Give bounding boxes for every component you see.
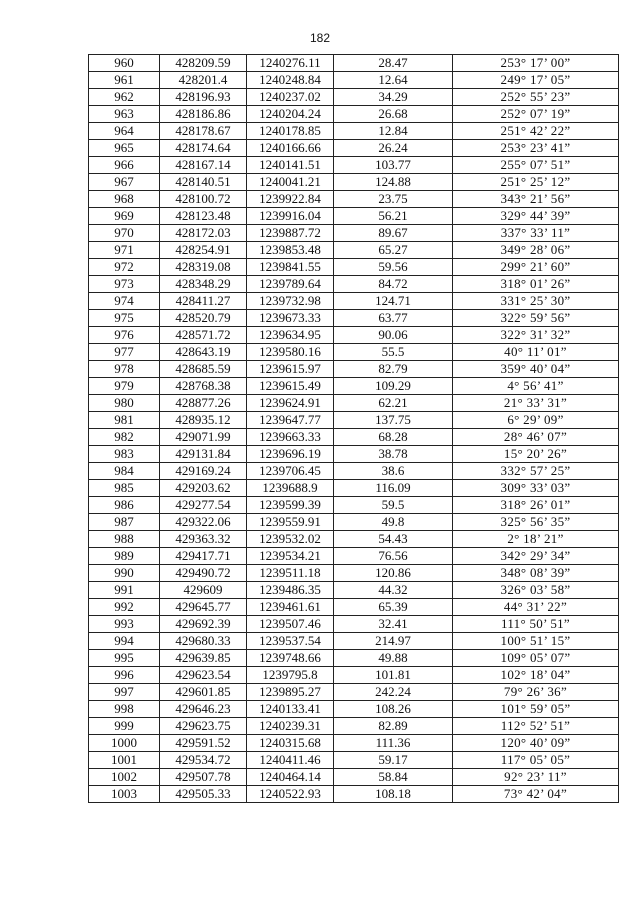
x-coordinate-cell: 428174.64 [160,140,247,157]
distance-cell: 84.72 [334,276,453,293]
point-number-cell: 970 [89,225,160,242]
distance-cell: 62.21 [334,395,453,412]
x-coordinate-cell: 429417.71 [160,548,247,565]
distance-cell: 44.32 [334,582,453,599]
table-row [89,701,619,718]
x-coordinate-cell: 429363.32 [160,531,247,548]
bearing-cell: 21° 33’ 31” [453,395,619,412]
y-coordinate-cell: 1240204.24 [247,106,334,123]
x-coordinate-cell: 429623.75 [160,718,247,735]
bearing-cell: 249° 17’ 05” [453,72,619,89]
bearing-cell: 120° 40’ 09” [453,735,619,752]
distance-cell: 34.29 [334,89,453,106]
point-number-cell: 985 [89,480,160,497]
bearing-cell: 92° 23’ 11” [453,769,619,786]
table-row [89,718,619,735]
point-number-cell: 978 [89,361,160,378]
bearing-cell: 322° 31’ 32” [453,327,619,344]
table-row [89,208,619,225]
distance-cell: 76.56 [334,548,453,565]
y-coordinate-cell: 1239887.72 [247,225,334,242]
y-coordinate-cell: 1239895.27 [247,684,334,701]
y-coordinate-cell: 1239732.98 [247,293,334,310]
x-coordinate-cell: 428201.4 [160,72,247,89]
y-coordinate-cell: 1239663.33 [247,429,334,446]
point-number-cell: 973 [89,276,160,293]
x-coordinate-cell: 428571.72 [160,327,247,344]
distance-cell: 89.67 [334,225,453,242]
x-coordinate-cell: 428178.67 [160,123,247,140]
y-coordinate-cell: 1240133.41 [247,701,334,718]
distance-cell: 242.24 [334,684,453,701]
table-row [89,378,619,395]
point-number-cell: 999 [89,718,160,735]
distance-cell: 12.84 [334,123,453,140]
distance-cell: 26.24 [334,140,453,157]
y-coordinate-cell: 1240178.85 [247,123,334,140]
point-number-cell: 997 [89,684,160,701]
distance-cell: 101.81 [334,667,453,684]
y-coordinate-cell: 1239922.84 [247,191,334,208]
y-coordinate-cell: 1239615.97 [247,361,334,378]
coordinates-table [88,54,619,803]
point-number-cell: 993 [89,616,160,633]
point-number-cell: 969 [89,208,160,225]
point-number-cell: 990 [89,565,160,582]
y-coordinate-cell: 1239537.54 [247,633,334,650]
distance-cell: 32.41 [334,616,453,633]
x-coordinate-cell: 429507.78 [160,769,247,786]
table-row [89,89,619,106]
distance-cell: 23.75 [334,191,453,208]
distance-cell: 59.17 [334,752,453,769]
point-number-cell: 984 [89,463,160,480]
distance-cell: 108.18 [334,786,453,803]
distance-cell: 108.26 [334,701,453,718]
y-coordinate-cell: 1240239.31 [247,718,334,735]
distance-cell: 68.28 [334,429,453,446]
table-row [89,616,619,633]
distance-cell: 109.29 [334,378,453,395]
bearing-cell: 73° 42’ 04” [453,786,619,803]
bearing-cell: 252° 07’ 19” [453,106,619,123]
table-row [89,174,619,191]
bearing-cell: 111° 50’ 51” [453,616,619,633]
point-number-cell: 1001 [89,752,160,769]
table-row [89,225,619,242]
bearing-cell: 252° 55’ 23” [453,89,619,106]
x-coordinate-cell: 429645.77 [160,599,247,616]
bearing-cell: 322° 59’ 56” [453,310,619,327]
table-row [89,480,619,497]
x-coordinate-cell: 428167.14 [160,157,247,174]
y-coordinate-cell: 1240041.21 [247,174,334,191]
point-number-cell: 980 [89,395,160,412]
table-row [89,140,619,157]
point-number-cell: 982 [89,429,160,446]
bearing-cell: 2° 18’ 21” [453,531,619,548]
y-coordinate-cell: 1239461.61 [247,599,334,616]
bearing-cell: 44° 31’ 22” [453,599,619,616]
y-coordinate-cell: 1239706.45 [247,463,334,480]
x-coordinate-cell: 428877.26 [160,395,247,412]
table-row [89,650,619,667]
bearing-cell: 332° 57’ 25” [453,463,619,480]
table-row [89,106,619,123]
distance-cell: 116.09 [334,480,453,497]
table-row [89,395,619,412]
bearing-cell: 251° 25’ 12” [453,174,619,191]
page-number: 182 [309,31,331,45]
y-coordinate-cell: 1240248.84 [247,72,334,89]
bearing-cell: 28° 46’ 07” [453,429,619,446]
point-number-cell: 974 [89,293,160,310]
distance-cell: 38.78 [334,446,453,463]
y-coordinate-cell: 1239853.48 [247,242,334,259]
table-row [89,191,619,208]
table-row [89,667,619,684]
bearing-cell: 337° 33’ 11” [453,225,619,242]
bearing-cell: 251° 42’ 22” [453,123,619,140]
point-number-cell: 995 [89,650,160,667]
distance-cell: 214.97 [334,633,453,650]
table-row [89,293,619,310]
bearing-cell: 359° 40’ 04” [453,361,619,378]
y-coordinate-cell: 1239795.8 [247,667,334,684]
table-row [89,497,619,514]
table-row [89,429,619,446]
x-coordinate-cell: 428172.03 [160,225,247,242]
point-number-cell: 975 [89,310,160,327]
distance-cell: 55.5 [334,344,453,361]
y-coordinate-cell: 1240464.14 [247,769,334,786]
table-row [89,72,619,89]
bearing-cell: 102° 18’ 04” [453,667,619,684]
y-coordinate-cell: 1239634.95 [247,327,334,344]
bearing-cell: 100° 51’ 15” [453,633,619,650]
coordinates-table-body [89,55,619,803]
table-row [89,735,619,752]
y-coordinate-cell: 1239841.55 [247,259,334,276]
bearing-cell: 4° 56’ 41” [453,378,619,395]
y-coordinate-cell: 1240166.66 [247,140,334,157]
table-row [89,327,619,344]
x-coordinate-cell: 429131.84 [160,446,247,463]
point-number-cell: 960 [89,55,160,72]
y-coordinate-cell: 1239789.64 [247,276,334,293]
y-coordinate-cell: 1239696.19 [247,446,334,463]
distance-cell: 90.06 [334,327,453,344]
x-coordinate-cell: 428196.93 [160,89,247,106]
x-coordinate-cell: 428140.51 [160,174,247,191]
point-number-cell: 965 [89,140,160,157]
distance-cell: 65.27 [334,242,453,259]
x-coordinate-cell: 428768.38 [160,378,247,395]
distance-cell: 120.86 [334,565,453,582]
distance-cell: 65.39 [334,599,453,616]
point-number-cell: 971 [89,242,160,259]
x-coordinate-cell: 429609 [160,582,247,599]
bearing-cell: 15° 20’ 26” [453,446,619,463]
bearing-cell: 109° 05’ 07” [453,650,619,667]
point-number-cell: 987 [89,514,160,531]
distance-cell: 28.47 [334,55,453,72]
y-coordinate-cell: 1239688.9 [247,480,334,497]
bearing-cell: 343° 21’ 56” [453,191,619,208]
bearing-cell: 318° 01’ 26” [453,276,619,293]
distance-cell: 124.71 [334,293,453,310]
distance-cell: 59.56 [334,259,453,276]
y-coordinate-cell: 1239511.18 [247,565,334,582]
y-coordinate-cell: 1240522.93 [247,786,334,803]
x-coordinate-cell: 429071.99 [160,429,247,446]
x-coordinate-cell: 428209.59 [160,55,247,72]
x-coordinate-cell: 428520.79 [160,310,247,327]
table-row [89,276,619,293]
x-coordinate-cell: 428123.48 [160,208,247,225]
distance-cell: 63.77 [334,310,453,327]
table-row [89,582,619,599]
table-row [89,55,619,72]
point-number-cell: 1003 [89,786,160,803]
x-coordinate-cell: 429505.33 [160,786,247,803]
table-row [89,684,619,701]
point-number-cell: 967 [89,174,160,191]
distance-cell: 103.77 [334,157,453,174]
point-number-cell: 972 [89,259,160,276]
distance-cell: 12.64 [334,72,453,89]
table-row [89,633,619,650]
point-number-cell: 986 [89,497,160,514]
bearing-cell: 79° 26’ 36” [453,684,619,701]
x-coordinate-cell: 429322.06 [160,514,247,531]
y-coordinate-cell: 1239532.02 [247,531,334,548]
y-coordinate-cell: 1239599.39 [247,497,334,514]
table-row [89,463,619,480]
y-coordinate-cell: 1239647.77 [247,412,334,429]
x-coordinate-cell: 428348.29 [160,276,247,293]
point-number-cell: 983 [89,446,160,463]
x-coordinate-cell: 428411.27 [160,293,247,310]
bearing-cell: 342° 29’ 34” [453,548,619,565]
y-coordinate-cell: 1240411.46 [247,752,334,769]
x-coordinate-cell: 428319.08 [160,259,247,276]
x-coordinate-cell: 429623.54 [160,667,247,684]
bearing-cell: 326° 03’ 58” [453,582,619,599]
point-number-cell: 976 [89,327,160,344]
point-number-cell: 988 [89,531,160,548]
x-coordinate-cell: 429601.85 [160,684,247,701]
point-number-cell: 981 [89,412,160,429]
distance-cell: 56.21 [334,208,453,225]
table-row [89,599,619,616]
y-coordinate-cell: 1239534.21 [247,548,334,565]
y-coordinate-cell: 1239507.46 [247,616,334,633]
table-row [89,769,619,786]
distance-cell: 82.79 [334,361,453,378]
y-coordinate-cell: 1240237.02 [247,89,334,106]
point-number-cell: 992 [89,599,160,616]
distance-cell: 38.6 [334,463,453,480]
table-row [89,412,619,429]
distance-cell: 54.43 [334,531,453,548]
point-number-cell: 977 [89,344,160,361]
bearing-cell: 309° 33’ 03” [453,480,619,497]
point-number-cell: 979 [89,378,160,395]
x-coordinate-cell: 429490.72 [160,565,247,582]
table-row [89,242,619,259]
x-coordinate-cell: 429692.39 [160,616,247,633]
table-row [89,548,619,565]
y-coordinate-cell: 1239559.91 [247,514,334,531]
table-row [89,259,619,276]
table-row [89,514,619,531]
bearing-cell: 318° 26’ 01” [453,497,619,514]
bearing-cell: 117° 05’ 05” [453,752,619,769]
x-coordinate-cell: 429680.33 [160,633,247,650]
y-coordinate-cell: 1239615.49 [247,378,334,395]
x-coordinate-cell: 428643.19 [160,344,247,361]
x-coordinate-cell: 429534.72 [160,752,247,769]
point-number-cell: 996 [89,667,160,684]
point-number-cell: 998 [89,701,160,718]
distance-cell: 49.88 [334,650,453,667]
point-number-cell: 991 [89,582,160,599]
distance-cell: 82.89 [334,718,453,735]
table-row [89,446,619,463]
table-row [89,786,619,803]
distance-cell: 49.8 [334,514,453,531]
x-coordinate-cell: 429169.24 [160,463,247,480]
y-coordinate-cell: 1240315.68 [247,735,334,752]
bearing-cell: 329° 44’ 39” [453,208,619,225]
x-coordinate-cell: 428186.86 [160,106,247,123]
y-coordinate-cell: 1239673.33 [247,310,334,327]
table-row [89,157,619,174]
table-row [89,361,619,378]
y-coordinate-cell: 1240276.11 [247,55,334,72]
distance-cell: 111.36 [334,735,453,752]
bearing-cell: 6° 29’ 09” [453,412,619,429]
bearing-cell: 253° 17’ 00” [453,55,619,72]
table-row [89,344,619,361]
x-coordinate-cell: 428254.91 [160,242,247,259]
bearing-cell: 299° 21’ 60” [453,259,619,276]
y-coordinate-cell: 1239486.35 [247,582,334,599]
x-coordinate-cell: 429646.23 [160,701,247,718]
x-coordinate-cell: 429277.54 [160,497,247,514]
point-number-cell: 968 [89,191,160,208]
point-number-cell: 961 [89,72,160,89]
y-coordinate-cell: 1239916.04 [247,208,334,225]
point-number-cell: 963 [89,106,160,123]
distance-cell: 26.68 [334,106,453,123]
distance-cell: 59.5 [334,497,453,514]
point-number-cell: 962 [89,89,160,106]
bearing-cell: 253° 23’ 41” [453,140,619,157]
point-number-cell: 1002 [89,769,160,786]
table-row [89,565,619,582]
bearing-cell: 348° 08’ 39” [453,565,619,582]
bearing-cell: 325° 56’ 35” [453,514,619,531]
x-coordinate-cell: 429203.62 [160,480,247,497]
bearing-cell: 331° 25’ 30” [453,293,619,310]
table-row [89,310,619,327]
point-number-cell: 989 [89,548,160,565]
table-row [89,123,619,140]
bearing-cell: 349° 28’ 06” [453,242,619,259]
x-coordinate-cell: 428100.72 [160,191,247,208]
distance-cell: 58.84 [334,769,453,786]
bearing-cell: 40° 11’ 01” [453,344,619,361]
point-number-cell: 964 [89,123,160,140]
distance-cell: 137.75 [334,412,453,429]
x-coordinate-cell: 428685.59 [160,361,247,378]
point-number-cell: 966 [89,157,160,174]
table-row [89,752,619,769]
distance-cell: 124.88 [334,174,453,191]
bearing-cell: 101° 59’ 05” [453,701,619,718]
y-coordinate-cell: 1240141.51 [247,157,334,174]
y-coordinate-cell: 1239748.66 [247,650,334,667]
bearing-cell: 255° 07’ 51” [453,157,619,174]
x-coordinate-cell: 429591.52 [160,735,247,752]
x-coordinate-cell: 429639.85 [160,650,247,667]
x-coordinate-cell: 428935.12 [160,412,247,429]
point-number-cell: 994 [89,633,160,650]
y-coordinate-cell: 1239624.91 [247,395,334,412]
point-number-cell: 1000 [89,735,160,752]
y-coordinate-cell: 1239580.16 [247,344,334,361]
table-row [89,531,619,548]
bearing-cell: 112° 52’ 51” [453,718,619,735]
